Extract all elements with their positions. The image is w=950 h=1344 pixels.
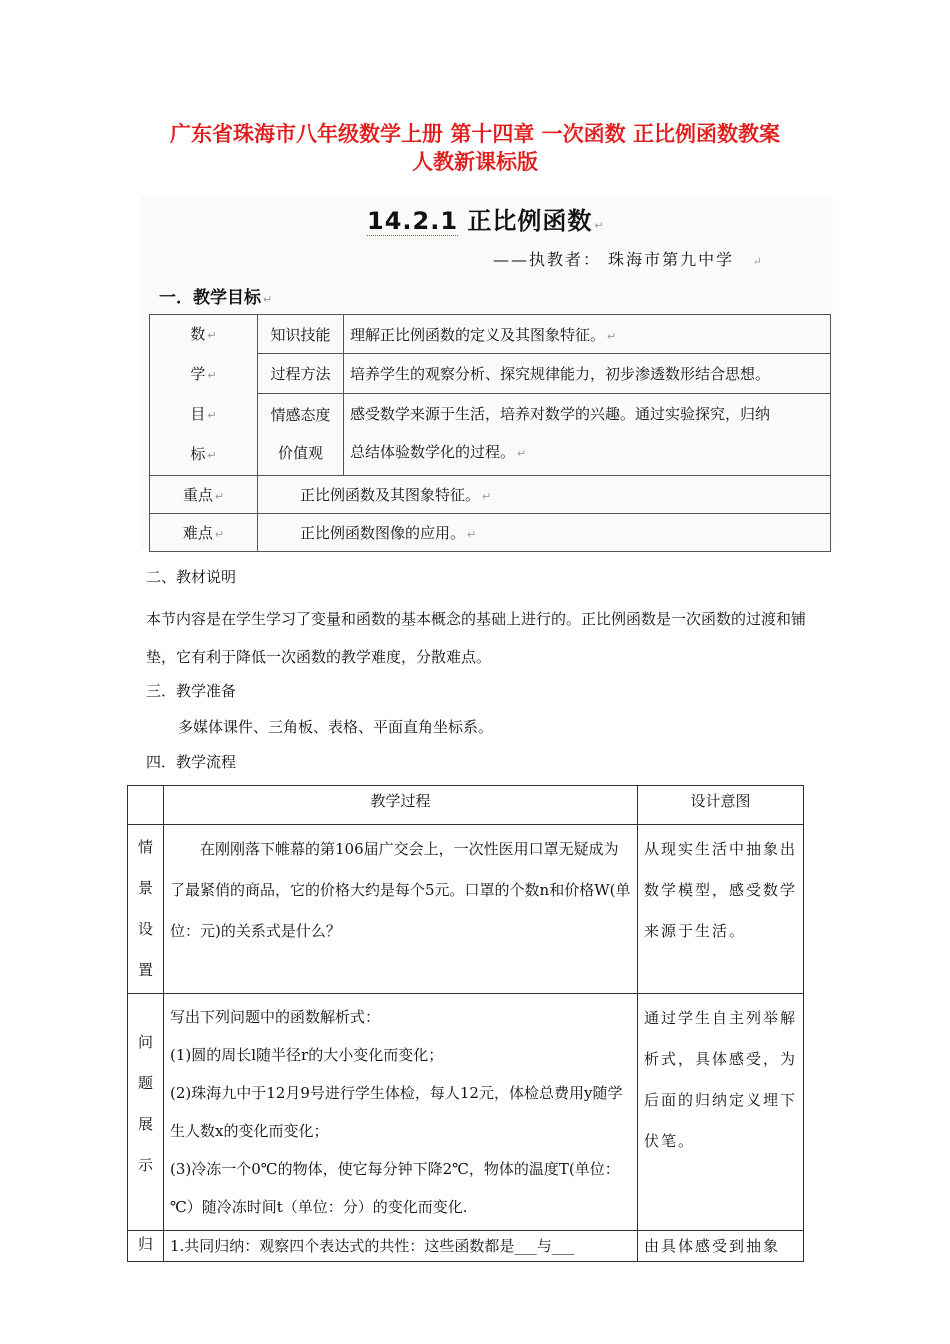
lesson-heading-text: 正比例函数 xyxy=(467,207,593,235)
goal-label-attitude: 情感态度 价值观 xyxy=(258,393,344,475)
paragraph-mark-icon: ↵ xyxy=(263,293,273,306)
section-2-body: 本节内容是在学生学习了变量和函数的基本概念的基础上进行的。正比例函数是一次函数的过渡和铺垫，它有利于降低一次函数的教学难度，分散难点。 xyxy=(146,610,807,666)
lesson-author: ——执教者： 珠海市第九中学 ↵ xyxy=(493,250,764,269)
flow-category-problems: 问 题 展 示 xyxy=(128,994,164,1231)
flow-process-summary: 1.共同归纳：观察四个表达式的共性：这些函数都是___与___ xyxy=(164,1231,638,1262)
document-title-line1: 广东省珠海市八年级数学上册 第十四章 一次函数 正比例函数教案 xyxy=(170,122,780,146)
paragraph-mark-icon: ↵ xyxy=(594,219,605,232)
section-2-title: 二、教材说明 xyxy=(146,568,237,586)
flow-category-scenario: 情 景 设 置 xyxy=(128,825,164,994)
goal-label-process: 过程方法 xyxy=(258,354,344,393)
flow-process-scenario: 在刚刚落下帷幕的第106届广交会上，一次性医用口罩无疑成为了最紧俏的商品，它的价格大约是每个5元。口罩的个数n和价格W(单位：元)的关系式是什么？ xyxy=(164,825,638,994)
difficult-point-text: 正比例函数图像的应用。 ↵ xyxy=(258,514,831,552)
flow-header-intent: 设计意图 xyxy=(638,786,804,825)
key-point-label: 重点 ↵ xyxy=(150,476,258,514)
flow-intent-summary: 由具体感受到抽象 xyxy=(638,1231,804,1262)
objectives-vertical-label: 数 ↵ 学 ↵ 目 ↵ 标 ↵ xyxy=(150,315,258,476)
goal-text-knowledge: 理解正比例函数的定义及其图象特征。 ↵ xyxy=(344,315,831,354)
flow-intent-scenario: 从现实生活中抽象出数学模型，感受数学来源于生活。 xyxy=(638,825,804,994)
goal-text-process: 培养学生的观察分析、探究规律能力，初步渗透数形结合思想。 xyxy=(344,354,831,393)
difficult-point-label: 难点 ↵ xyxy=(150,514,258,552)
flow-header-blank xyxy=(128,786,164,825)
lesson-objectives-image xyxy=(141,195,833,547)
flow-process-problems: 写出下列问题中的函数解析式： (1)圆的周长l随半径r的大小变化而变化； (2)珠海九中于12月9号进行学生体检，每人12元，体检总费用y随学生人数x的变化而变化； (3)冷冻一个0℃的物体，使它每分钟下降2℃，物体的温度T(单位：℃）随冷冻时间t（单位：分）的变化而变化. xyxy=(164,994,638,1231)
lesson-heading xyxy=(367,201,605,236)
flow-row-problems xyxy=(128,994,804,1231)
objectives-section-title: 一．教学目标 ↵ xyxy=(159,288,273,308)
flow-intent-problems: 通过学生自主列举解析式，具体感受，为后面的归纳定义埋下伏笔。 xyxy=(638,994,804,1231)
key-point-text: 正比例函数及其图象特征。 ↵ xyxy=(258,476,831,514)
flow-row-scenario xyxy=(128,825,804,994)
flow-category-summary: 归 xyxy=(128,1231,164,1262)
section-4-title: 四．教学流程 xyxy=(146,753,237,771)
flow-header-row xyxy=(128,786,804,825)
flow-header-process: 教学过程 xyxy=(164,786,638,825)
paragraph-mark-icon: ↵ xyxy=(736,255,764,268)
goal-label-knowledge: 知识技能 xyxy=(258,315,344,354)
goal-text-attitude: 感受数学来源于生活，培养对数学的兴趣。通过实验探究，归纳 总结体验数学化的过程。 ↵ xyxy=(344,393,831,475)
section-3-body: 多媒体课件、三角板、表格、平面直角坐标系。 xyxy=(178,718,494,736)
section-3-title: 三．教学准备 xyxy=(146,682,237,700)
document-title-line2: 人教新课标版 xyxy=(412,150,538,174)
objectives-table xyxy=(149,314,831,552)
teaching-flow-table xyxy=(127,785,804,1262)
lesson-heading-number: 14.2.1 xyxy=(367,207,459,235)
flow-row-summary xyxy=(128,1231,804,1262)
document-title xyxy=(0,120,950,176)
